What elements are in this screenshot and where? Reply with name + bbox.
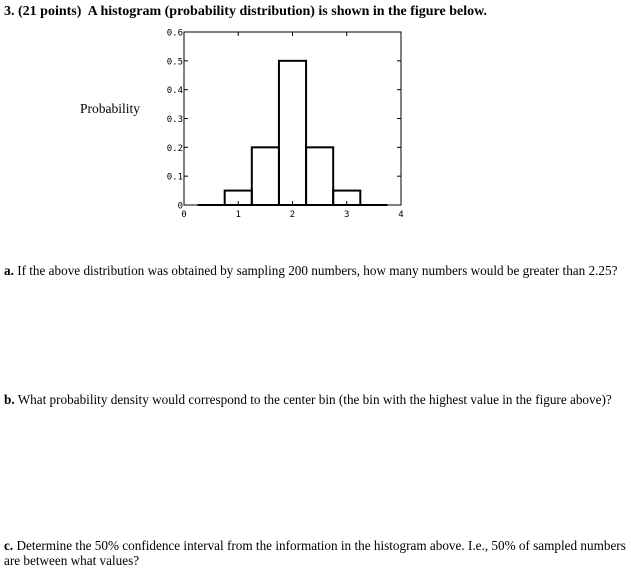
question-c-label: c. — [4, 538, 14, 553]
question-number: 3. — [4, 4, 15, 19]
x-tick-label: 1 — [235, 210, 241, 220]
question-b — [4, 392, 626, 407]
y-axis — [167, 29, 401, 212]
question-a — [4, 263, 626, 278]
y-tick-label: 0.3 — [166, 115, 183, 125]
y-tick-label: 0.5 — [166, 57, 183, 68]
y-tick-label: 0 — [177, 201, 183, 212]
y-tick-label: 0.6 — [166, 28, 183, 39]
question-b-text: What probability density would correspond to the center bin (the bin with the highest value in the figure above)? — [17, 392, 612, 407]
question-a-label: a. — [4, 263, 14, 278]
histogram-figure — [0, 0, 631, 260]
y-tick-label: 0.1 — [166, 172, 183, 183]
x-tick-label: 2 — [289, 210, 296, 220]
y-tick-label: 0.2 — [166, 143, 183, 154]
x-tick-label: 3 — [344, 210, 350, 220]
question-a-text: If the above distribution was obtained by sampling 200 numbers, how many numbers would be greater than 2.25? — [17, 263, 618, 278]
question-c — [4, 538, 626, 568]
plot-frame — [184, 32, 401, 205]
histogram-bar — [252, 147, 279, 205]
x-tick-label: 4 — [398, 210, 404, 220]
histogram-bar — [306, 147, 333, 205]
question-b-label: b. — [4, 392, 15, 407]
question-c-text: Determine the 50% confidence interval from the information in the histogram above. I.e., 50% of sampled numbers are between what values? — [4, 538, 626, 568]
histogram-bar — [279, 61, 306, 205]
question-title: A histogram (probability distribution) is shown in the figure below. — [87, 4, 487, 19]
y-axis-label: Probability — [80, 101, 140, 116]
y-tick-label: 0.4 — [166, 86, 183, 97]
histogram-bars — [198, 61, 388, 205]
question-points: (21 points) — [18, 4, 82, 19]
x-tick-label: 0 — [181, 210, 187, 220]
